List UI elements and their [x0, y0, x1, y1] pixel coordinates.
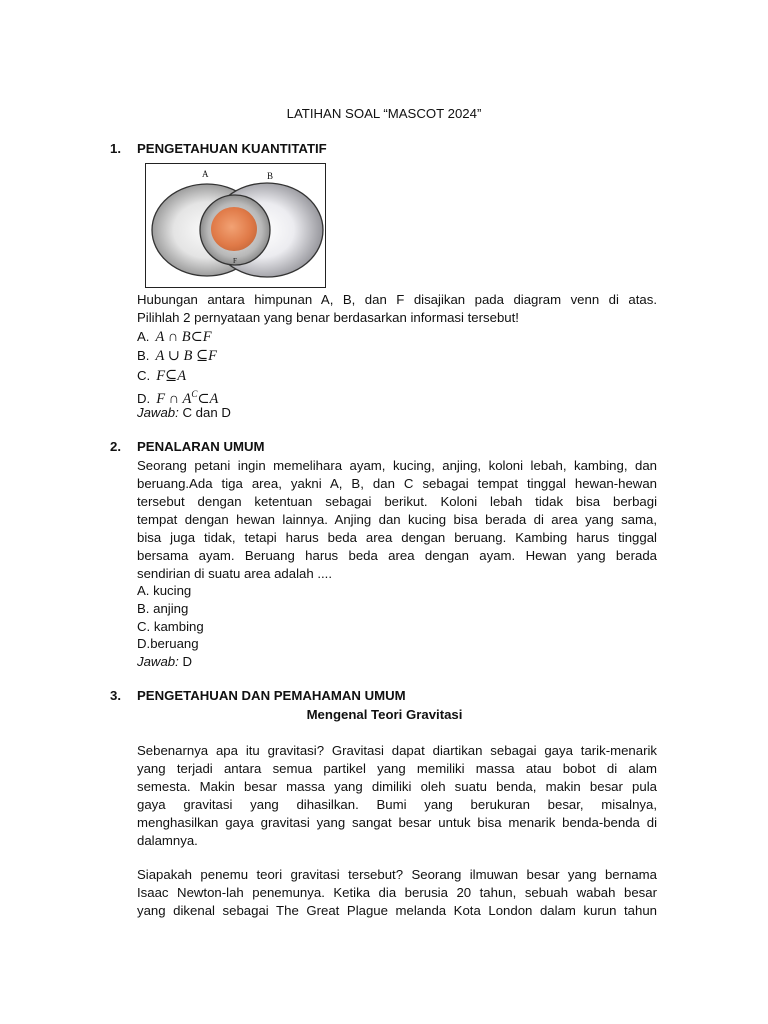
para-1-line-1: Sebenarnya apa itu gravitasi? Gravitasi dapat diartikan sebagai gaya tarik-menarik	[137, 743, 657, 758]
venn-label-b: B	[267, 171, 274, 181]
section-1-answer	[137, 404, 657, 422]
answer-label: Jawab:	[137, 405, 179, 420]
answer-value: C dan D	[178, 405, 231, 420]
para-2-line-3: yang dikenal sebagai The Great Plague melanda Kota London dalam kurun tahun	[137, 903, 657, 918]
section-1-question-line-2: Pilihlah 2 pernyataan yang benar berdasarkan informasi tersebut!	[137, 310, 519, 325]
section-2-line-6: bersama ayam. Beruang harus beda area dengan ayam. Hewan yang berada	[137, 548, 657, 563]
option-letter: D.	[137, 390, 151, 406]
section-2-line-4: tempat dengan hewan lainnya. Anjing dan kucing bisa berada di area yang sama,	[137, 512, 657, 527]
section-1-question-line-1: Hubungan antara himpunan A, B, dan F disajikan pada diagram venn di atas.	[137, 292, 657, 307]
section-2-answer	[137, 653, 657, 671]
section-1-option-c	[137, 366, 657, 387]
answer-label: Jawab:	[137, 654, 179, 669]
venn-label-f: F	[233, 257, 237, 265]
section-2-line-7: sendirian di suatu area adalah ....	[137, 566, 333, 581]
section-1-number: 1.	[110, 141, 121, 156]
section-2-option-b: B. anjing	[137, 601, 189, 616]
venn-diagram	[145, 163, 326, 288]
venn-diagram-svg	[146, 164, 325, 287]
expr-superscript: C	[191, 389, 198, 399]
section-2-heading: PENALARAN UMUM	[137, 439, 265, 454]
section-2-option-c: C. kambing	[137, 619, 204, 634]
para-2-line-1: Siapakah penemu teori gravitasi tersebut? Seorang ilmuwan besar yang bernama	[137, 867, 657, 882]
section-2-number: 2.	[110, 439, 121, 454]
option-letter: A.	[137, 329, 150, 344]
section-1-heading: PENGETAHUAN KUANTITATIF	[137, 141, 327, 156]
section-2-line-2: beruang.Ada tiga area, yakni A, B, dan C sebagai tempat tinggal hewan-hewan	[137, 476, 657, 491]
option-letter: B.	[137, 348, 150, 363]
para-1-line-4: gaya gravitasi yang dihasilkan. Bumi yang berukuran besar, misalnya,	[137, 797, 657, 812]
option-letter: C.	[137, 368, 151, 383]
section-1-option-a	[137, 327, 657, 348]
answer-value: D	[178, 654, 192, 669]
section-2-line-5: bisa juga tidak, tetapi harus beda area dengan beruang. Kambing harus tinggal	[137, 530, 657, 545]
section-3-heading: PENGETAHUAN DAN PEMAHAMAN UMUM	[137, 688, 406, 703]
section-3-subheading: Mengenal Teori Gravitasi	[306, 707, 463, 722]
para-1-line-5: menghasilkan gaya gravitasi yang sangat besar untuk bisa menarik benda-benda di	[137, 815, 657, 830]
intersection-shading	[211, 207, 257, 251]
option-expression: A ∪ B ⊆F	[155, 348, 217, 364]
para-1-line-6: dalamnya.	[137, 833, 198, 848]
expr-post: ⊂A	[197, 390, 219, 407]
section-2-option-a: A. kucing	[137, 583, 192, 598]
para-1-line-3: semesta. Makin besar massa yang dimiliki oleh suatu benda, makin besar pula	[137, 779, 657, 794]
para-2-line-2: Isaac Newton-lah penemunya. Ketika dia berusia 20 tahun, sebuah wabah besar	[137, 885, 657, 900]
document-title: LATIHAN SOAL “MASCOT 2024”	[286, 106, 482, 121]
option-expression: A ∩ B⊂F	[155, 329, 212, 345]
section-2-line-1: Seorang petani ingin memelihara ayam, kucing, anjing, koloni lebah, kambing, dan	[137, 458, 657, 473]
section-2-option-d: D.beruang	[137, 636, 199, 651]
expr-pre: F ∩ A	[156, 390, 192, 407]
para-1-line-2: yang terjadi antara semua partikel yang memiliki massa atau bobot di alam	[137, 761, 657, 776]
option-expression: F⊆A	[156, 368, 187, 384]
section-3-number: 3.	[110, 688, 121, 703]
venn-label-a: A	[202, 169, 209, 179]
section-1-option-b	[137, 346, 657, 367]
section-2-line-3: tersebut dengan ketentuan sebagai berikut. Koloni lebah tidak bisa berbagi	[137, 494, 657, 509]
